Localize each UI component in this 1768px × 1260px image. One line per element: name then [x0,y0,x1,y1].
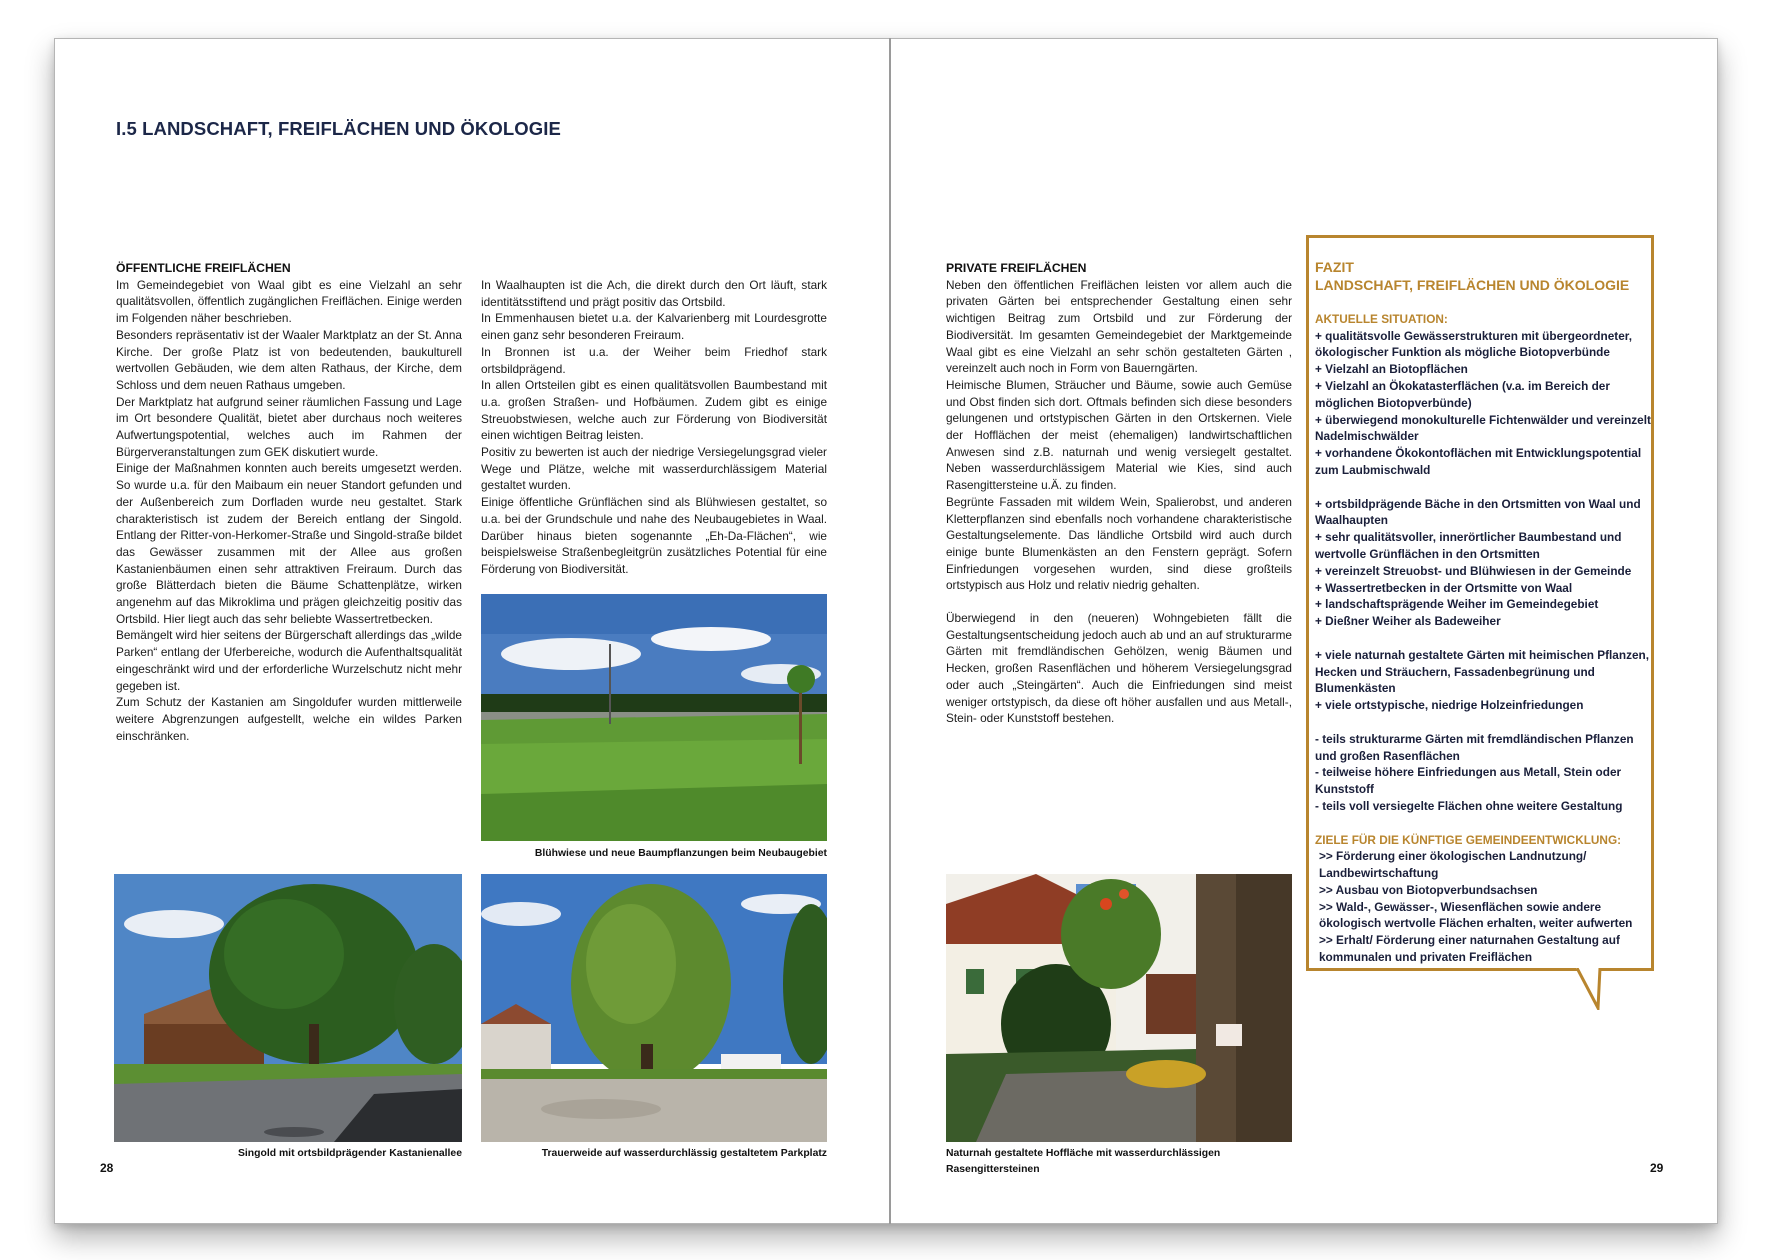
page-number-right: 29 [1650,1161,1664,1175]
caption-willow: Trauerweide auf wasserdurchlässig gestaltetem Parkplatz [541,1148,827,1159]
subheading-public: ÖFFENTLICHE FREIFLÄCHEN [116,261,291,275]
fazit-negative-item: - teilweise höhere Einfriedungen aus Metall, Stein oder Kunststoff [1315,765,1622,797]
paragraph: Zum Schutz der Kastanien am Singoldufer wurden mittlerweile weitere Abgrenzungen aufgestellt, welche ein wildes Parken einschränken. [116,695,462,743]
caption-meadow: Blühwiese und neue Baumpflanzungen beim Neubaugebiet [534,848,827,859]
paragraph: Einige der Maßnahmen konnten auch bereits umgesetzt werden. So wurde u.a. für den Maibaum ein neuer Standort gefunden und der Außenbereich zum Dorfladen wurde neu gestaltet. Stark charakteristisch ist zudem der Bereich entlang der Singold. Entlang der Ritter-von-Herkomer-Straße und Singold-straße bildet das Gewässer zusammen mit der Allee aus großen Kastanienbäumen einen sehr attraktiven Freiraum. Durch das große Blätterdach bieten die Bäume Schattenplätze, wirken angenehm auf das Mikroklima und prägen gleichzeitig positiv das Ortsbild. Hier liegt auch das sehr beliebte Wassertretbecken. [116,461,462,626]
paragraph: Im Gemeindegebiet von Waal gibt es eine Vielzahl an sehr qualitätsvollen, öffentlich zugänglichen Freiflächen. Einige werden im Folgenden näher beschrieben. [116,277,462,326]
fazit-item: + Dießner Weiher als Badeweiher [1315,614,1501,629]
paragraph: Bemängelt wird hier seitens der Bürgerschaft allerdings das „wilde Parken“ entlang der Uferbereiche, wodurch die Aufenthaltsqualität eingeschränkt wird und der erforderliche Wurzelschutz nicht mehr gegeben ist. [116,628,462,693]
photo-chestnut-avenue [114,874,462,1142]
column-public-spaces [116,260,462,744]
subheading-private: PRIVATE FREIFLÄCHEN [946,261,1087,275]
fazit-item: + sehr qualitätsvoller, innerörtlicher Baumbestand und wertvolle Grünflächen in den Ortsmitten [1315,530,1622,561]
fazit-item: + qualitätsvolle Gewässerstrukturen mit übergeordneter, ökologischer Funktion als mögliche Biotopverbünde [1315,328,1632,360]
fazit-negative-item: - teils strukturarme Gärten mit fremdländischen Pflanzen und großen Rasenflächen [1315,731,1634,763]
goal-item: >> Erhalt/ Förderung einer naturnahen Gestaltung auf kommunalen und privaten Freiflächen [1319,933,1620,965]
paragraph: Besonders repräsentativ ist der Waaler Marktplatz an der St. Anna Kirche. Der große Platz ist von bedeutenden, baukulturell wertvollen Gebäuden, wie dem alten Rathaus, der Kirche, dem Schloss und dem neuen Rathaus umgeben. [116,327,462,392]
fazit-item: + landschaftsprägende Weiher im Gemeindegebiet [1315,597,1599,612]
fazit-item: + vorhandene Ökokontoflächen mit Entwicklungspotential zum Laubmischwald [1315,446,1642,477]
paragraph: Neben den öffentlichen Freiflächen leisten vor allem auch die privaten Gärten bei entsprechender Gestaltung einen sehr wichtigen Beitrag zum Ortsbild und zur Förderung der Biodiversität. Im gesamten Gemeindegebiet der Marktgemeinde Waal gibt es eine Vielzahl an sehr schön gestalteten Gärten , vereinzelt auch noch in Form von Bauerngärten. [946,277,1292,376]
fazit-item: + vereinzelt Streuobst- und Blühwiesen in der Gemeinde [1315,563,1632,578]
goals-heading: ZIELE FÜR DIE KÜNFTIGE GEMEINDEENTWICKLUNG: [1315,832,1622,847]
fazit-item: + Vielzahl an Biotopflächen [1315,362,1468,377]
goal-item: >> Ausbau von Biotopverbundsachsen [1319,882,1538,897]
caption-courtyard-line1: Naturnah gestaltete Hoffläche mit wasserdurchlässigen [946,1148,1221,1159]
page-heading: I.5 LANDSCHAFT, FREIFLÄCHEN UND ÖKOLOGIE [116,118,561,139]
fazit-item: + ortsbildprägende Bäche in den Ortsmitten von Waal und Waalhaupten [1315,496,1641,528]
fazit-content [1315,258,1651,966]
paragraph: Der Marktplatz hat aufgrund seiner räumlichen Fassung und Lage im Ort besondere Qualität, bietet aber durchaus noch weiteres Aufwertungspotential, welches auch im Rahmen der Bürgerveranstaltungen zum GEK diskutiert wurde. [116,394,462,459]
fazit-negative-item: - teils voll versiegelte Flächen ohne weitere Gestaltung [1315,798,1623,813]
fazit-item: + Wassertretbecken in der Ortsmitte von Waal [1315,580,1573,595]
page-number-left: 28 [100,1161,114,1175]
caption-courtyard-line2: Rasengittersteinen [946,1164,1040,1175]
goal-item: >> Wald-, Gewässer-, Wiesenflächen sowie andere ökologisch wertvolle Flächen erhalten, weiter aufwerten [1319,899,1633,931]
goal-item: >> Förderung einer ökologischen Landnutzung/ Landbewirtschaftung [1319,849,1587,881]
fazit-item: + viele ortstypische, niedrige Holzeinfriedungen [1315,698,1584,713]
fazit-subtitle: LANDSCHAFT, FREIFLÄCHEN UND ÖKOLOGIE [1315,277,1630,293]
caption-chestnut: Singold mit ortsbildprägender Kastanienallee [237,1148,462,1159]
paragraph: In Emmenhausen bietet u.a. der Kalvarienberg mit Lourdesgrotte einen ganz sehr besonderen Freiraum. [481,311,827,343]
paragraph: Positiv zu bewerten ist auch der niedrige Versiegelungsgrad vieler Wege und Plätze, welche mit wasserdurchlässigem Material gestaltet wurden. [481,445,827,493]
fazit-title: FAZIT [1315,259,1354,275]
photo-weeping-willow [481,874,827,1142]
paragraph: In allen Ortsteilen gibt es einen qualitätsvollen Baumbestand mit u.a. großen Straßen- und Hofbäumen. Zudem gibt es einige Streuobstwiesen, welche auch zur Förderung von Biodiversität einen wichtigen Beitrag leisten. [481,378,827,443]
situation-heading: AKTUELLE SITUATION: [1315,311,1448,326]
paragraph: In Bronnen ist u.a. der Weiher beim Friedhof stark ortsbildprägend. [481,344,827,376]
paragraph: Heimische Blumen, Sträucher und Bäume, sowie auch Gemüse und Obst finden sich dort. Oftmals befinden sich diese besonders gelungenen und ortstypischen Gärten in den Ortskernen. Viele der Hofflächen der meist (ehemaligen) landwirtschaftlichen Anwesen sind z.B. naturnah und wenig versiegelt gestaltet. Neben wasserdurchlässigem Material wie Kies, sind auch Rasengittersteine u.Ä. zu finden. [946,377,1292,493]
speech-bubble-tail [1576,968,1616,1010]
page-fold [889,38,891,1224]
photo-courtyard [946,874,1292,1142]
fazit-item: + Vielzahl an Ökokatasterflächen (v.a. im Bereich der möglichen Biotopverbünde) [1315,378,1610,410]
paragraph: Überwiegend in den (neueren) Wohngebieten fällt die Gestaltungsentscheidung jedoch auch ab und an auf strukturarme Gärten mit fremdländischen Gehölzen, wenig Bäumen und Hecken, großen Rasenflächen und höherem Versiegelungsgrad oder auch „Steingärten“. Auch die Einfriedungen sind meist weniger ortstypisch, da diese oft höher ausfallen und aus Metall-, Stein- oder Kunststoff bestehen. [946,611,1292,726]
paragraph: Begrünte Fassaden mit wildem Wein, Spalierobst, und anderen Kletterpflanzen sind ebenfalls noch vorhandene charakteristische Gestaltungselemente. Das ländliche Ortsbild wird auch durch einige bunte Blumenkästen an den Fenstern geprägt. Sofern Einfriedungen vorgesehen wurden, sind diese großteils ortstypisch aus Holz und relativ niedrig gehalten. [946,494,1292,593]
fazit-item: + viele naturnah gestaltete Gärten mit heimischen Pflanzen, Hecken und Sträuchern, Fassadenbegrünung und Blumenkästen [1315,647,1650,696]
photo-meadow-new-trees [481,594,827,841]
paragraph: In Waalhaupten ist die Ach, die direkt durch den Ort läuft, stark identitätsstiftend und prägt positiv das Ortsbild. [481,278,827,309]
caption-courtyard [946,1146,1292,1178]
fazit-item: + überwiegend monokulturelle Fichtenwälder und vereinzelt Nadelmischwälder [1315,412,1651,444]
paragraph: Einige öffentliche Grünflächen sind als Blühwiesen gestaltet, so u.a. bei der Grundschule und nahe des Neubaugebietes in Waal. Darüber hinaus bieten sogenannte „Eh-Da-Flächen“, wie beispielsweise Straßenbegleitgrün zusätzliches Potential für eine Förderung von Biodiversität. [481,495,827,576]
column-public-spaces-continued [481,277,827,578]
column-private-spaces [946,260,1292,727]
